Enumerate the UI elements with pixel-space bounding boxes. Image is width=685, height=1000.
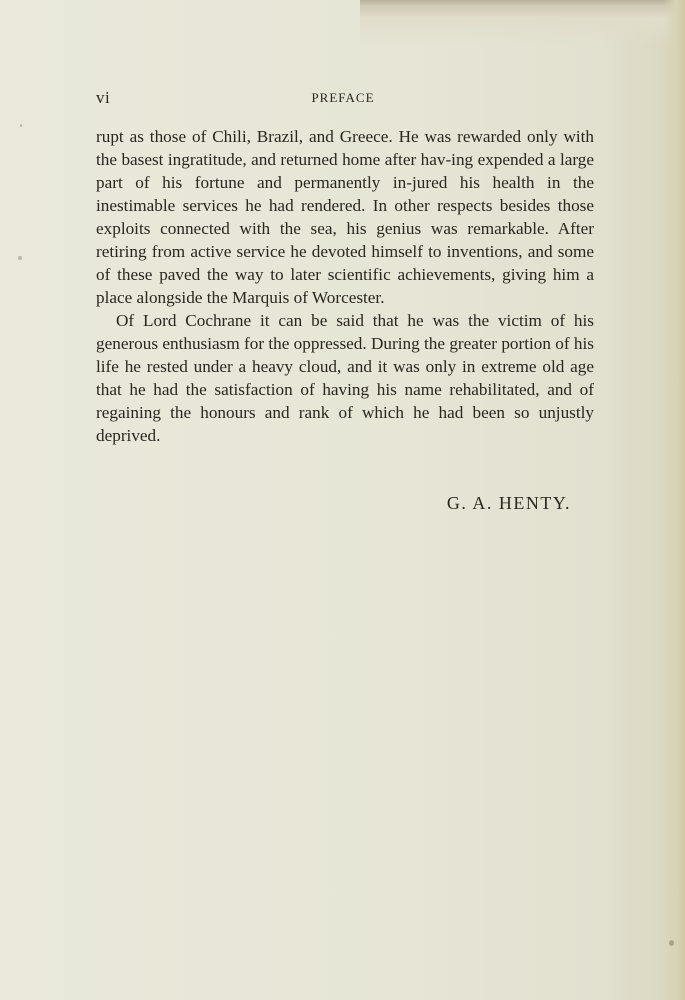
- page-edge: [663, 0, 685, 1000]
- preface-body: [96, 125, 594, 447]
- running-head: [96, 88, 596, 110]
- page-number: vi: [96, 88, 111, 107]
- paper-speck: [669, 940, 674, 946]
- page-fold-shadow: [360, 0, 685, 46]
- paper-speck: [18, 256, 22, 260]
- running-head-title: PREFACE: [311, 90, 375, 105]
- paper-speck: [20, 124, 22, 127]
- paragraph-2: Of Lord Cochrane it can be said that he was the victim of his generous enthusiasm for the oppressed. During the greater portion of his life he rested under a heavy cloud, and it was only in extreme old age that he had the satisfaction of having his name rehabilitated, and of regaining the honours and rank of which he had been so unjustly deprived.: [96, 311, 594, 445]
- paragraph-1: rupt as those of Chili, Brazil, and Greece. He was rewarded only with the basest ingratitude, and returned home after hav-ing expended a large part of his fortune and permanently in-jured his health in the inestimable services he had rendered. In other respects besides those exploits connected with the sea, his genius was remarkable. After retiring from active service he devoted himself to inventions, and some of these paved the way to later scientific achievements, giving him a place alongside the Marquis of Worcester.: [96, 127, 594, 307]
- author-signature: G. A. HENTY.: [446, 493, 571, 513]
